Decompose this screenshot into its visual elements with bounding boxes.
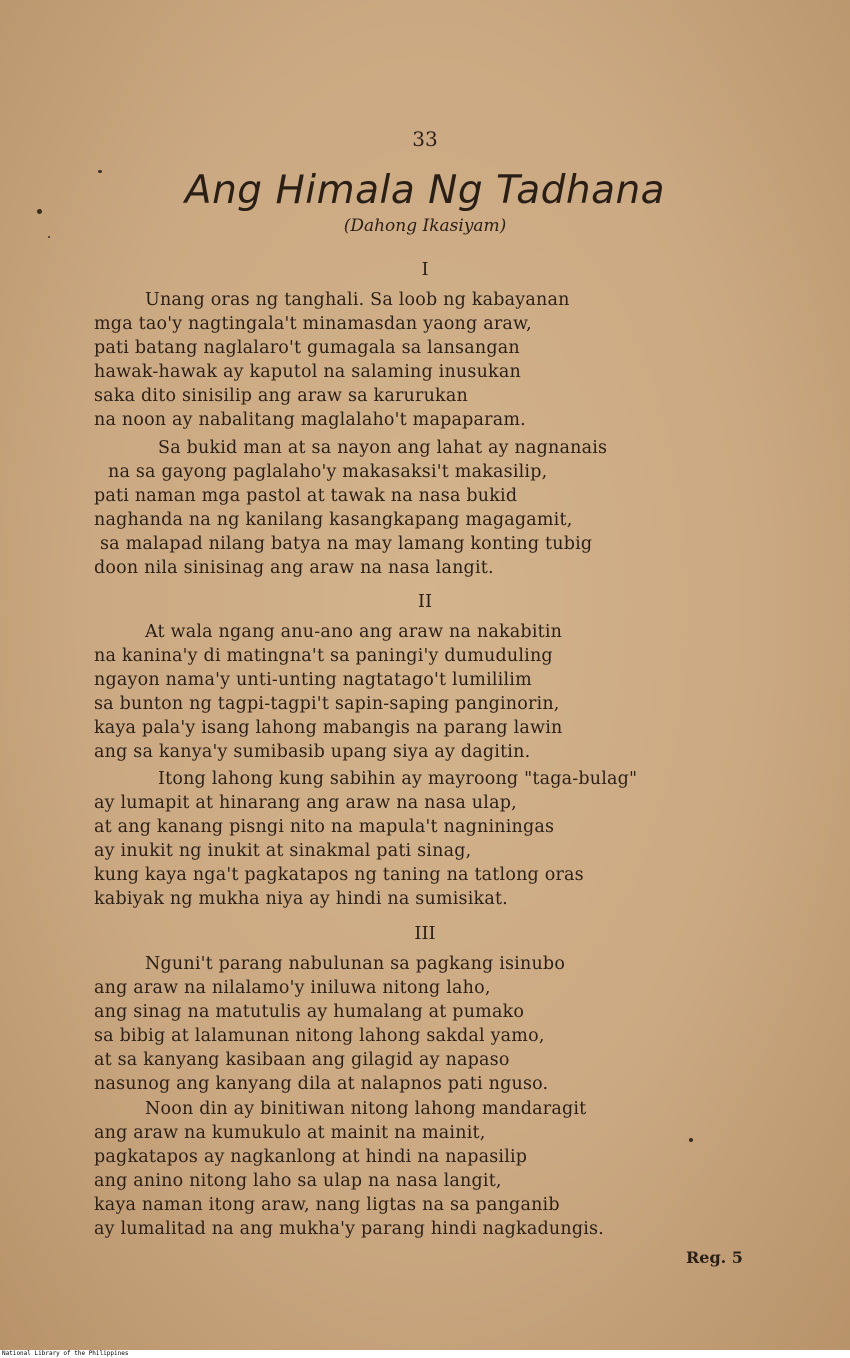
poem-line: Itong lahong kung sabihin ay mayroong "taga-bulag" [158, 769, 638, 789]
section-numeral-1: I [421, 259, 429, 280]
poem-line: ay lumapit at hinarang ang araw na nasa ulap, [94, 793, 517, 813]
poem-line: hawak-hawak ay kaputol na salaming inusukan [94, 362, 521, 382]
poem-line: at sa kanyang kasibaan ang gilagid ay napaso [94, 1050, 510, 1070]
signature-mark: Reg. 5 [686, 1248, 743, 1267]
poem-line: ang sinag na matutulis ay humalang at pumako [94, 1002, 525, 1022]
poem-line: naghanda na ng kanilang kasangkapang magagamit, [94, 510, 573, 530]
poem-line: ngayon nama'y unti-unting nagtatago't lumililim [94, 670, 532, 690]
poem-line: saka dito sinisilip ang araw sa karurukan [94, 386, 468, 406]
poem-line: kaya pala'y isang lahong mabangis na parang lawin [94, 718, 563, 738]
poem-line: kabiyak ng mukha niya ay hindi na sumisikat. [94, 889, 508, 909]
poem-line: na noon ay nabalitang maglalaho't mapaparam. [94, 410, 526, 430]
poem-line: ang sa kanya'y sumibasib upang siya ay dagitin. [94, 742, 531, 762]
poem-line: Noon din ay binitiwan nitong lahong mandaragit [145, 1099, 587, 1119]
poem-line: Sa bukid man at sa nayon ang lahat ay nagnanais [158, 438, 608, 458]
poem-line: ang araw na nilalamo'y iniluwa nitong laho, [94, 978, 491, 998]
poem-line: pagkatapos ay nagkanlong at hindi na napasilip [94, 1147, 528, 1167]
poem-line: na kanina'y di matingna't sa paningi'y dumuduling [94, 646, 553, 666]
poem-line: ay lumalitad na ang mukha'y parang hindi nagkadungis. [94, 1219, 604, 1239]
poem-line: At wala ngang anu-ano ang araw na nakabitin [145, 622, 563, 642]
paper-speck [48, 236, 50, 238]
paper-speck [37, 209, 42, 214]
poem-line: ang anino nitong laho sa ulap na nasa langit, [94, 1171, 502, 1191]
paper-speck [98, 170, 102, 173]
poem-line: ay inukit ng inukit at sinakmal pati sinag, [94, 841, 472, 861]
poem-line: ang araw na kumukulo at mainit na mainit, [94, 1123, 486, 1143]
poem-line: pati naman mga pastol at tawak na nasa bukid [94, 486, 518, 506]
poem-line: kung kaya nga't pagkatapos ng taning na tatlong oras [94, 865, 584, 885]
poem-line: na sa gayong paglalaho'y makasaksi't makasilip, [108, 462, 548, 482]
section-numeral-2: II [417, 591, 433, 612]
poem-line: kaya naman itong araw, nang ligtas na sa panganib [94, 1195, 560, 1215]
poem-line: Nguni't parang nabulunan sa pagkang isinubo [145, 954, 566, 974]
poem-subtitle: (Dahong Ikasiyam) [343, 216, 507, 236]
credit-line: National Library of the Philippines [0, 1350, 850, 1358]
poem-line: pati batang naglalaro't gumagala sa lansangan [94, 338, 520, 358]
poem-line: sa bibig at lalamunan nitong lahong sakdal yamo, [94, 1026, 545, 1046]
poem-line: at ang kanang pisngi nito na mapula't nagniningas [94, 817, 555, 837]
poem-title: Ang Himala Ng Tadhana [184, 168, 666, 213]
poem-line: doon nila sinisinag ang araw na nasa langit. [94, 558, 494, 578]
poem-line: sa malapad nilang batya na may lamang konting tubig [100, 534, 593, 554]
poem-line: Unang oras ng tanghali. Sa loob ng kabayanan [145, 290, 570, 310]
paper-speck [689, 1138, 693, 1142]
poem-line: sa bunton ng tagpi-tagpi't sapin-saping panginorin, [94, 694, 560, 714]
poem-line: mga tao'y nagtingala't minamasdan yaong araw, [94, 314, 532, 334]
section-numeral-3: III [414, 923, 436, 944]
page-number: 33 [412, 127, 438, 151]
poem-line: nasunog ang kanyang dila at nalapnos pati nguso. [94, 1074, 549, 1094]
